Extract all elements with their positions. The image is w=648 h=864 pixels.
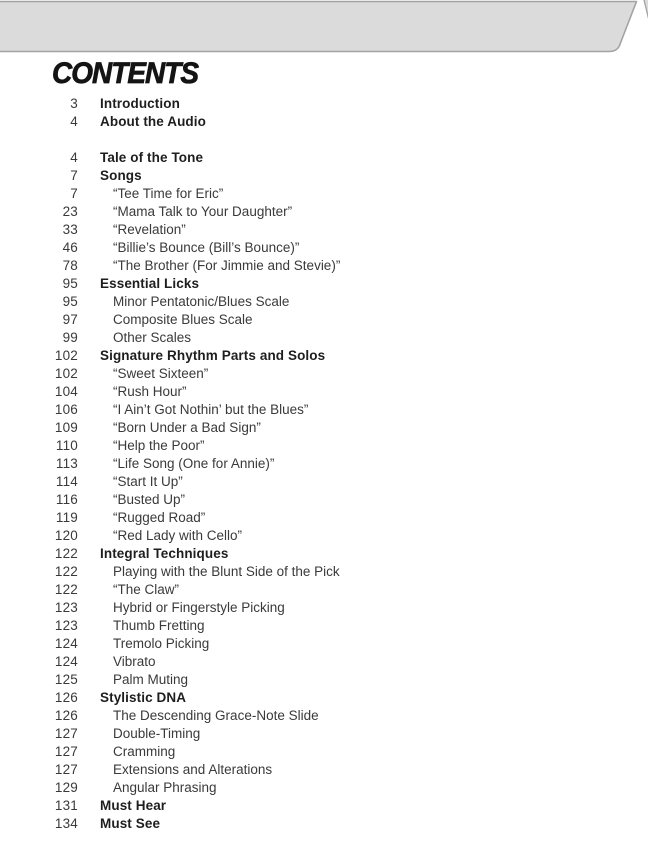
toc-page-number: 120 — [54, 528, 78, 543]
toc-entry-label: Composite Blues Scale — [113, 312, 253, 327]
toc-page-number: 46 — [62, 240, 78, 255]
toc-page-number: 123 — [54, 600, 78, 615]
toc-page-number: 113 — [55, 456, 78, 471]
toc-page-number: 116 — [55, 492, 78, 507]
toc-entry — [0, 761, 648, 779]
toc-entry-label: Songs — [100, 168, 142, 183]
toc-entry-label: “Rush Hour” — [113, 384, 187, 399]
toc-entry-label: “Rugged Road” — [113, 510, 206, 525]
toc-entry — [0, 779, 648, 797]
toc-entry — [0, 653, 648, 671]
toc-entry — [0, 527, 648, 545]
toc-page-number: 125 — [54, 672, 78, 687]
toc-entry — [0, 599, 648, 617]
toc-entry-label: Signature Rhythm Parts and Solos — [100, 348, 326, 363]
toc-entry-label: Must See — [100, 816, 161, 831]
toc-list — [0, 95, 648, 833]
toc-entry — [0, 95, 648, 113]
toc-page-number: 127 — [54, 744, 78, 759]
toc-page-number: 99 — [62, 330, 78, 345]
toc-entry — [0, 329, 648, 347]
toc-entry — [0, 725, 648, 743]
toc-entry — [0, 365, 648, 383]
toc-page-number: 95 — [62, 294, 78, 309]
toc-entry — [0, 455, 648, 473]
toc-entry — [0, 257, 648, 275]
toc-page-number: 3 — [70, 96, 78, 111]
toc-page-number: 7 — [70, 186, 78, 201]
toc-page-number: 119 — [55, 510, 78, 525]
toc-entry — [0, 671, 648, 689]
toc-entry — [0, 185, 648, 203]
toc-page-number: 127 — [54, 762, 78, 777]
toc-entry — [0, 581, 648, 599]
toc-page-number: 127 — [54, 726, 78, 741]
toc-entry-label: Hybrid or Fingerstyle Picking — [113, 600, 285, 615]
toc-entry-label: Must Hear — [100, 798, 167, 813]
header-band-shape — [0, 0, 648, 60]
toc-entry — [0, 797, 648, 815]
toc-entry-label: “Sweet Sixteen” — [113, 366, 209, 381]
toc-entry-label: “Tee Time for Eric” — [113, 186, 224, 201]
toc-entry-label: Introduction — [100, 96, 180, 111]
toc-entry-label: “The Claw” — [113, 582, 180, 597]
toc-page-number: 104 — [54, 384, 78, 399]
toc-entry — [0, 239, 648, 257]
toc-page-number: 106 — [54, 402, 78, 417]
header-band — [0, 0, 648, 60]
page-title: CONTENTS — [52, 57, 199, 90]
toc-page-number: 131 — [54, 798, 78, 813]
toc-entry — [0, 509, 648, 527]
toc-page-number: 129 — [54, 780, 78, 795]
toc-entry — [0, 617, 648, 635]
toc-entry-label: Double-Timing — [113, 726, 201, 741]
header-band-main-shape — [0, 2, 637, 52]
toc-page-number: 110 — [55, 438, 78, 453]
toc-page-number: 126 — [54, 690, 78, 705]
toc-page-number: 126 — [54, 708, 78, 723]
toc-entry-label: Palm Muting — [113, 672, 189, 687]
toc-entry — [0, 221, 648, 239]
toc-page-number: 124 — [54, 654, 78, 669]
toc-entry — [0, 635, 648, 653]
toc-page-number: 33 — [62, 222, 78, 237]
toc-entry — [0, 383, 648, 401]
toc-page-number: 4 — [70, 114, 78, 129]
toc-page-number: 97 — [62, 312, 78, 327]
toc-entry-label: “Mama Talk to Your Daughter” — [113, 204, 293, 219]
toc-entry-label: Integral Techniques — [100, 546, 229, 561]
toc-page-number: 122 — [54, 582, 78, 597]
toc-entry — [0, 545, 648, 563]
toc-page-number: 78 — [62, 258, 78, 273]
toc-entry-label: Cramming — [113, 744, 176, 759]
toc-entry-label: Minor Pentatonic/Blues Scale — [113, 294, 290, 309]
toc-entry — [0, 113, 648, 131]
toc-entry-label: The Descending Grace-Note Slide — [113, 708, 319, 723]
toc-entry — [0, 473, 648, 491]
toc-entry-label: “Revelation” — [113, 222, 186, 237]
toc-spacer — [0, 131, 648, 149]
toc-entry-label: Vibrato — [113, 654, 156, 669]
toc-entry — [0, 563, 648, 581]
toc-entry — [0, 149, 648, 167]
toc-page-number: 23 — [62, 204, 78, 219]
toc-entry-label: “Help the Poor” — [113, 438, 205, 453]
toc-entry — [0, 293, 648, 311]
toc-entry — [0, 419, 648, 437]
toc-entry-label: Tremolo Picking — [113, 636, 210, 651]
toc-entry — [0, 311, 648, 329]
toc-page-number: 122 — [54, 546, 78, 561]
toc-entry-label: About the Audio — [100, 114, 206, 129]
toc-page-number: 102 — [54, 348, 78, 363]
toc-page-number: 114 — [55, 474, 78, 489]
toc-page-number: 109 — [54, 420, 78, 435]
toc-entry-label: “The Brother (For Jimmie and Stevie)” — [113, 258, 341, 273]
toc-entry — [0, 815, 648, 833]
toc-page-number: 124 — [54, 636, 78, 651]
toc-entry — [0, 347, 648, 365]
toc-entry — [0, 743, 648, 761]
toc-entry-label: Angular Phrasing — [113, 780, 217, 795]
toc-entry-label: “Red Lady with Cello” — [113, 528, 243, 543]
toc-entry — [0, 275, 648, 293]
toc-page-number: 122 — [54, 564, 78, 579]
toc-entry-label: Essential Licks — [100, 276, 200, 291]
toc-entry — [0, 437, 648, 455]
toc-page-number: 123 — [54, 618, 78, 633]
toc-page-number: 4 — [70, 150, 78, 165]
toc-entry — [0, 401, 648, 419]
toc-entry-label: “Busted Up” — [113, 492, 186, 507]
toc-entry-label: Tale of the Tone — [100, 150, 204, 165]
toc-entry — [0, 689, 648, 707]
toc-entry-label: Thumb Fretting — [113, 618, 205, 633]
toc-entry-label: Playing with the Blunt Side of the Pick — [113, 564, 340, 579]
toc-entry-label: Stylistic DNA — [100, 690, 187, 705]
toc-entry-label: “Life Song (One for Annie)” — [113, 456, 275, 471]
toc-page-number: 95 — [62, 276, 78, 291]
toc-entry-label: “I Ain’t Got Nothin’ but the Blues” — [113, 402, 309, 417]
toc-entry-label: Other Scales — [113, 330, 192, 345]
toc-page-number: 7 — [70, 168, 78, 183]
toc-entry — [0, 167, 648, 185]
toc-entry — [0, 707, 648, 725]
toc-entry-label: Extensions and Alterations — [113, 762, 273, 777]
toc-page-number: 102 — [54, 366, 78, 381]
toc-entry-label: “Born Under a Bad Sign” — [113, 420, 261, 435]
toc-entry — [0, 491, 648, 509]
toc-entry-label: “Start It Up” — [113, 474, 183, 489]
toc-entry — [0, 203, 648, 221]
toc-page-number: 134 — [54, 816, 78, 831]
toc-entry-label: “Billie’s Bounce (Bill’s Bounce)” — [113, 240, 300, 255]
